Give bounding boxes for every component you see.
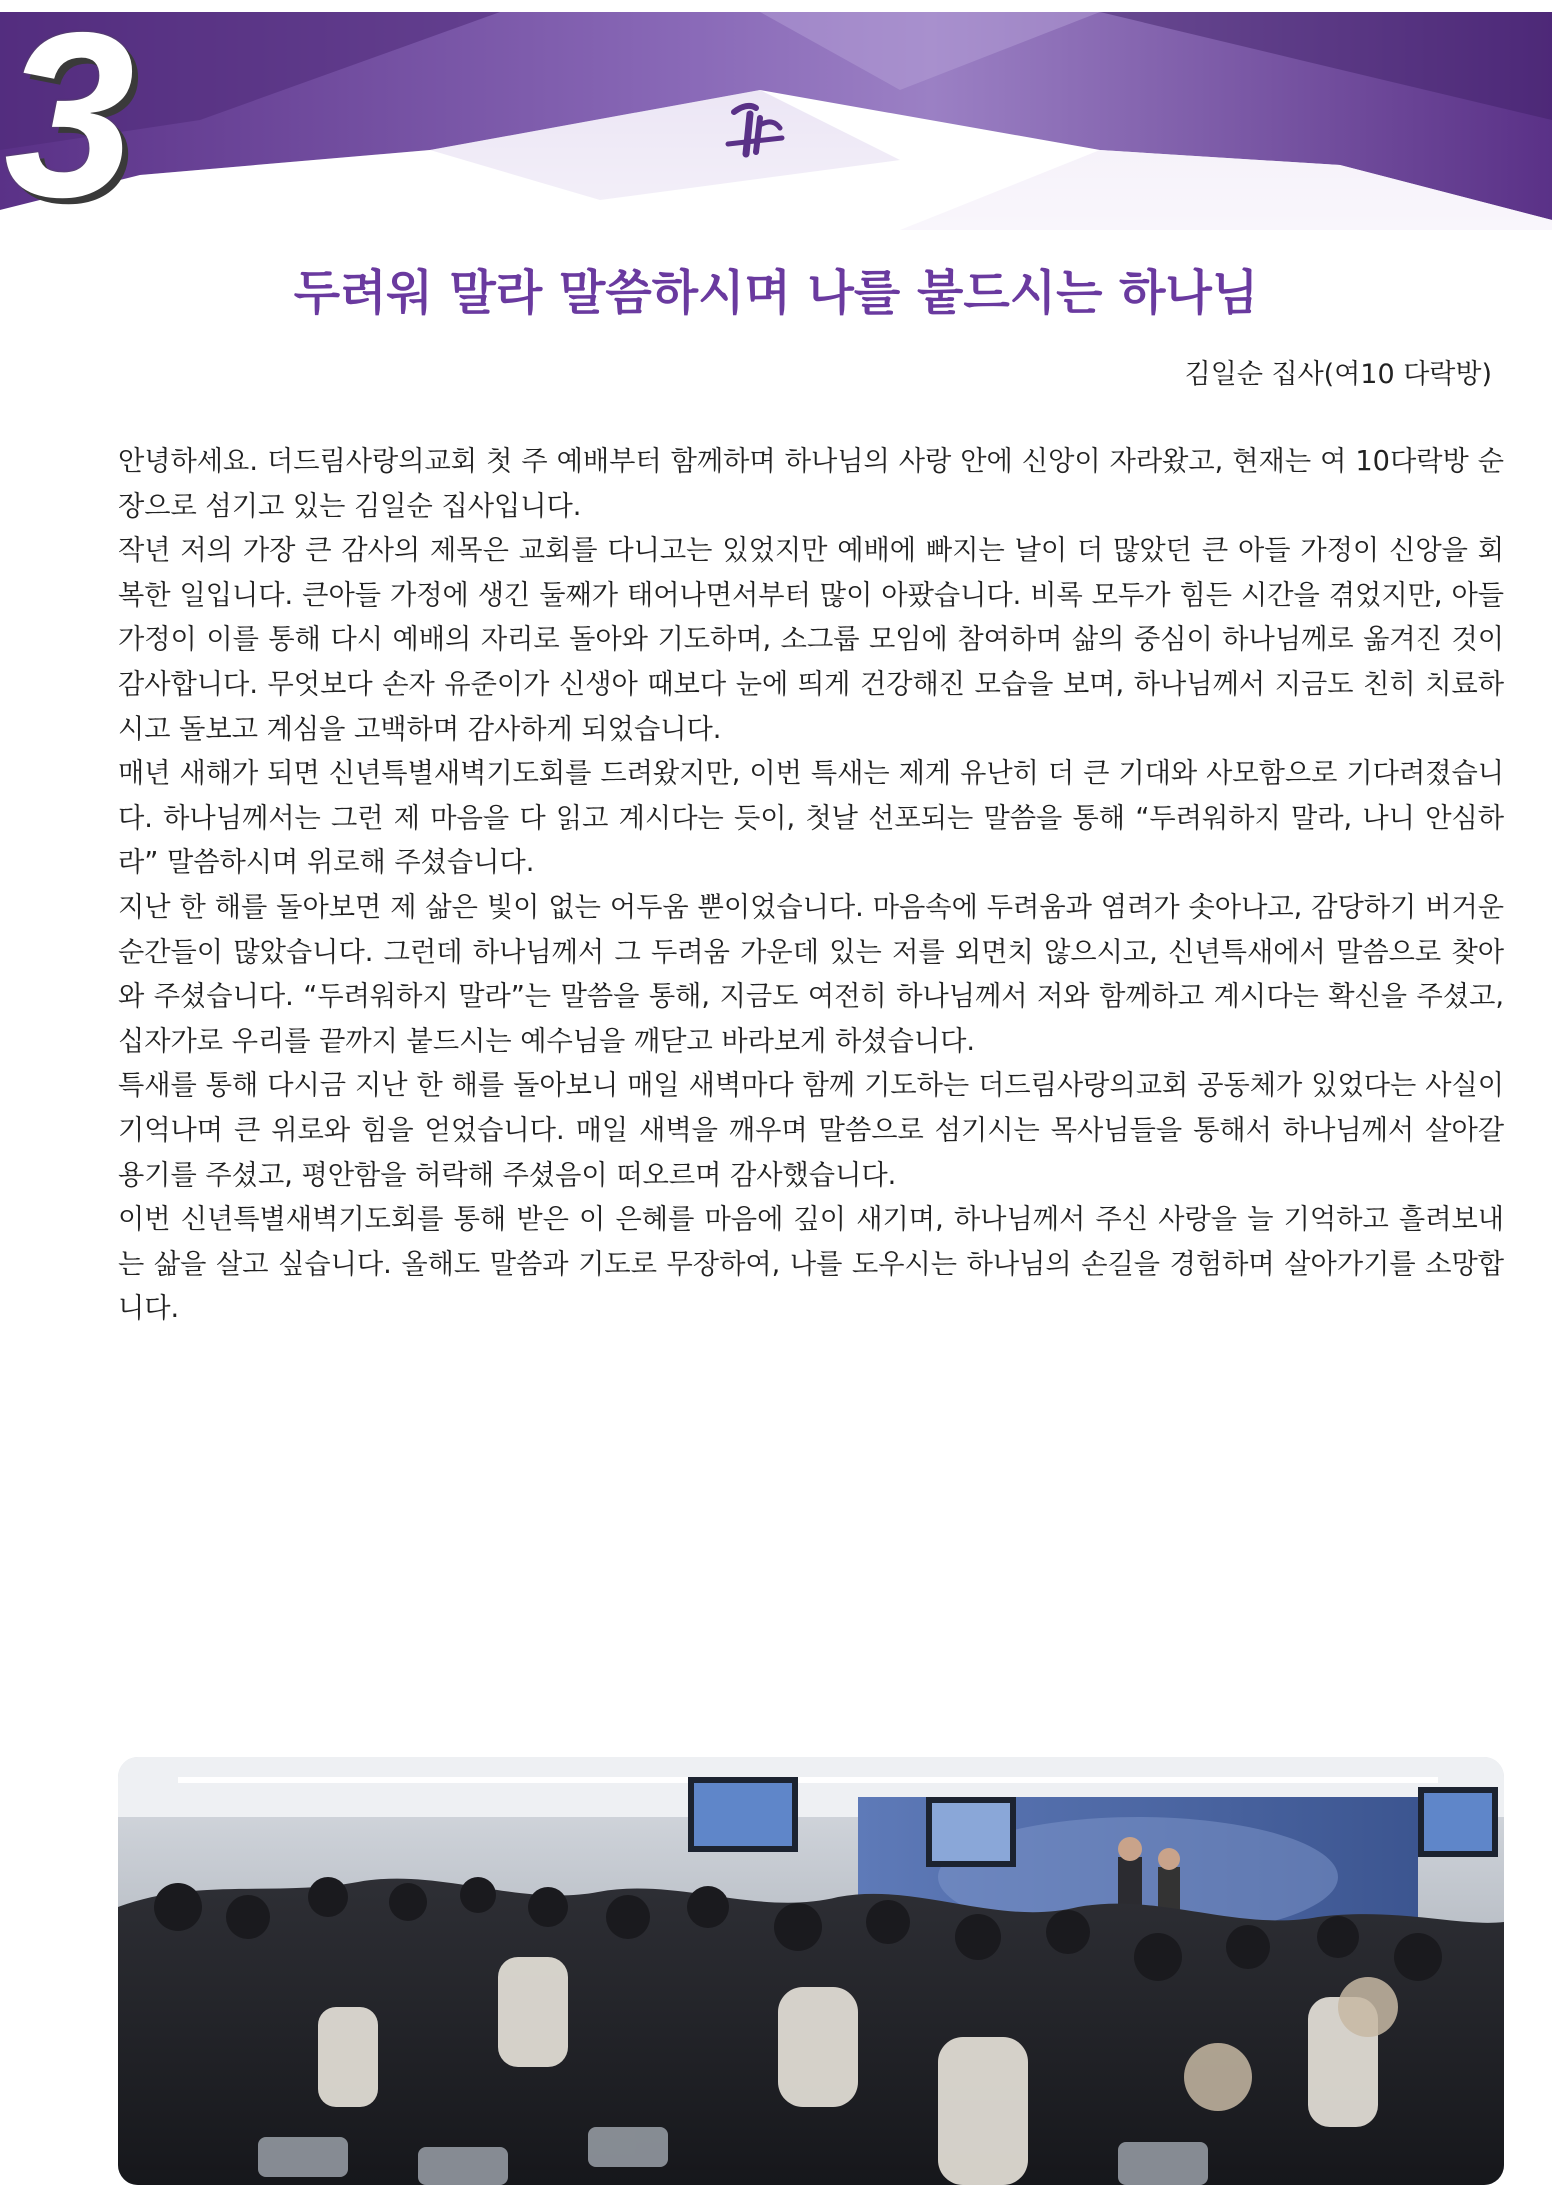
paragraph: 특새를 통해 다시금 지난 한 해를 돌아보니 매일 새벽마다 함께 기도하는 더드림사랑의교회 공동체가 있었다는 사실이 기억나며 큰 위로와 힘을 얻었습니다. 매일 새벽을 깨우며 말씀으로 섬기시는 목사님들을 통해서 하나님께서 살아갈 용기를 주셨고, 평안함을 허락해 주셨음이 떠오르며 감사했습니다.: [118, 1070, 1504, 1191]
paragraph: 안녕하세요. 더드림사랑의교회 첫 주 예배부터 함께하며 하나님의 사랑 안에 신앙이 자라왔고, 현재는 여 10다락방 순장으로 섬기고 있는 김일순 집사입니다.: [118, 446, 1504, 522]
worship-hall-photo: [118, 1757, 1504, 2185]
page-number: 3: [4, 0, 125, 246]
article-author: 김일순 집사(여10 다락방): [1184, 359, 1492, 390]
article-body: [118, 440, 1504, 1332]
paragraph: 매년 새해가 되면 신년특별새벽기도회를 드려왔지만, 이번 특새는 제게 유난히 더 큰 기대와 사모함으로 기다려졌습니다. 하나님께서는 그런 제 마음을 다 읽고 계시다는 듯이, 첫날 선포되는 말씀을 통해 “두려워하지 말라, 나니 안심하라” 말씀하시며 위로해 주셨습니다.: [118, 758, 1504, 879]
paragraph: 이번 신년특별새벽기도회를 통해 받은 이 은혜를 마음에 깊이 새기며, 하나님께서 주신 사랑을 늘 기억하고 흘려보내는 삶을 살고 싶습니다. 올해도 말씀과 기도로 무장하여, 나를 도우시는 하나님의 손길을 경험하며 살아가기를 소망합니다.: [118, 1204, 1504, 1325]
article-title: 두려워 말라 말씀하시며 나를 붙드시는 하나님: [293, 265, 1259, 321]
church-logo-icon: [720, 100, 790, 160]
paragraph: 작년 저의 가장 큰 감사의 제목은 교회를 다니고는 있었지만 예배에 빠지는 날이 더 많았던 큰 아들 가정이 신앙을 회복한 일입니다. 큰아들 가정에 생긴 둘째가 태어나면서부터 많이 아팠습니다. 비록 모두가 힘든 시간을 겪었지만, 아들 가정이 이를 통해 다시 예배의 자리로 돌아와 기도하며, 소그룹 모임에 참여하며 삶의 중심이 하나님께로 옮겨진 것이 감사합니다. 무엇보다 손자 유준이가 신생아 때보다 눈에 띄게 건강해진 모습을 보며, 하나님께서 지금도 친히 치료하시고 돌보고 계심을 고백하며 감사하게 되었습니다.: [118, 535, 1504, 745]
paragraph: 지난 한 해를 돌아보면 제 삶은 빛이 없는 어두움 뿐이었습니다. 마음속에 두려움과 염려가 솟아나고, 감당하기 버거운 순간들이 많았습니다. 그런데 하나님께서 그 두려움 가운데 있는 저를 외면치 않으시고, 신년특새에서 말씀으로 찾아와 주셨습니다. “두려워하지 말라”는 말씀을 통해, 지금도 여전히 하나님께서 저와 함께하고 계시다는 확신을 주셨고, 십자가로 우리를 끝까지 붙드시는 예수님을 깨닫고 바라보게 하셨습니다.: [118, 891, 1504, 1057]
photo-illustration: [118, 1757, 1504, 2185]
